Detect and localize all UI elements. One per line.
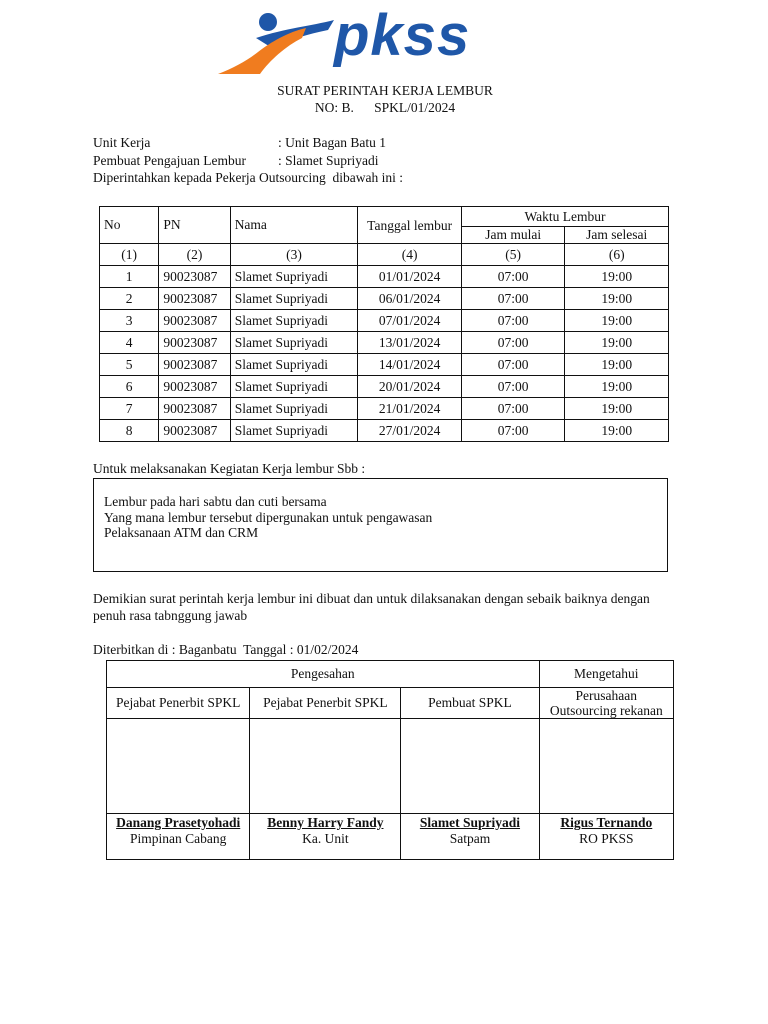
cell-nama: Slamet Supriyadi — [230, 266, 358, 288]
cell-jam-selesai: 19:00 — [565, 332, 669, 354]
pkss-logo-mark-icon — [216, 8, 346, 76]
cell-jam-mulai: 07:00 — [461, 376, 565, 398]
table-row — [100, 332, 669, 354]
cell-no: 7 — [100, 398, 159, 420]
signature-area — [250, 719, 401, 814]
cell-no: 3 — [100, 310, 159, 332]
cell-jam-selesai: 19:00 — [565, 310, 669, 332]
cell-jam-mulai: 07:00 — [461, 266, 565, 288]
cell-jam-selesai: 19:00 — [565, 354, 669, 376]
cell-tanggal: 01/01/2024 — [358, 266, 462, 288]
cell-jam-selesai: 19:00 — [565, 266, 669, 288]
document-title-block — [0, 82, 768, 116]
cell-no: 2 — [100, 288, 159, 310]
signatory-cell — [539, 814, 673, 860]
role-cell: Pembuat SPKL — [401, 688, 539, 719]
header-waktu: Waktu Lembur — [461, 207, 668, 227]
col-number: (2) — [159, 244, 230, 266]
issued-line: Diterbitkan di : Baganbatu Tanggal : 01/02/2024 — [93, 642, 359, 657]
signatory-position: Pimpinan Cabang — [130, 831, 227, 846]
header-jam-mulai: Jam mulai — [461, 227, 565, 244]
cell-pn: 90023087 — [159, 310, 230, 332]
cell-jam-mulai: 07:00 — [461, 420, 565, 442]
cell-jam-mulai: 07:00 — [461, 332, 565, 354]
header-no: No — [100, 207, 159, 244]
cell-tanggal: 07/01/2024 — [358, 310, 462, 332]
table-row — [100, 288, 669, 310]
signature-area — [539, 719, 673, 814]
requester-value: : Slamet Supriyadi — [278, 152, 379, 168]
approval-table — [106, 660, 674, 860]
header-pn: PN — [159, 207, 230, 244]
role-cell: Perusahaan Outsourcing rekanan — [539, 688, 673, 719]
instruction-text: Diperintahkan kepada Pekerja Outsourcing dibawah ini : — [93, 170, 404, 185]
header-row — [100, 207, 669, 227]
cell-no: 8 — [100, 420, 159, 442]
column-number-row — [100, 244, 669, 266]
signature-area — [107, 719, 250, 814]
col-number: (4) — [358, 244, 462, 266]
cell-no: 6 — [100, 376, 159, 398]
signatory-position: Satpam — [449, 831, 491, 846]
signatory-cell — [401, 814, 539, 860]
cell-jam-selesai: 19:00 — [565, 398, 669, 420]
cell-nama: Slamet Supriyadi — [230, 288, 358, 310]
signatory-position: Ka. Unit — [302, 831, 349, 846]
table-row — [100, 420, 669, 442]
activity-line: Yang mana lembur tersebut dipergunakan untuk pengawasan — [104, 509, 433, 525]
signatory-name: Danang Prasetyohadi — [116, 815, 241, 830]
cell-tanggal: 14/01/2024 — [358, 354, 462, 376]
signatory-name: Rigus Ternando — [560, 815, 653, 830]
signatory-name: Benny Harry Fandy — [267, 815, 384, 830]
cell-pn: 90023087 — [159, 288, 230, 310]
cell-jam-selesai: 19:00 — [565, 376, 669, 398]
cell-nama: Slamet Supriyadi — [230, 354, 358, 376]
closing-text: Demikian surat perintah kerja lembur ini dibuat dan untuk dilaksanakan dengan sebaik baiknya dengan penuh rasa tabnggung jawab — [93, 591, 650, 623]
col-number: (3) — [230, 244, 358, 266]
cell-pn: 90023087 — [159, 420, 230, 442]
cell-nama: Slamet Supriyadi — [230, 398, 358, 420]
unit-label: Unit Kerja — [93, 135, 151, 150]
overtime-table — [99, 206, 669, 442]
activity-box — [93, 478, 668, 572]
cell-nama: Slamet Supriyadi — [230, 332, 358, 354]
cell-nama: Slamet Supriyadi — [230, 310, 358, 332]
col-number: (6) — [565, 244, 669, 266]
cell-jam-mulai: 07:00 — [461, 288, 565, 310]
activity-line: Lembur pada hari sabtu dan cuti bersama — [104, 494, 327, 509]
cell-no: 1 — [100, 266, 159, 288]
activity-intro: Untuk melaksanakan Kegiatan Kerja lembur Sbb : — [93, 461, 366, 476]
meta-block — [93, 134, 403, 187]
cell-tanggal: 27/01/2024 — [358, 420, 462, 442]
cell-pn: 90023087 — [159, 354, 230, 376]
mengetahui-header: Mengetahui — [539, 661, 673, 688]
cell-jam-selesai: 19:00 — [565, 420, 669, 442]
table-row — [100, 376, 669, 398]
header-nama: Nama — [230, 207, 358, 244]
cell-pn: 90023087 — [159, 332, 230, 354]
pengesahan-header: Pengesahan — [107, 661, 540, 688]
signatory-cell — [250, 814, 401, 860]
table-row — [100, 398, 669, 420]
table-row — [100, 354, 669, 376]
cell-no: 5 — [100, 354, 159, 376]
cell-tanggal: 20/01/2024 — [358, 376, 462, 398]
col-number: (5) — [461, 244, 565, 266]
document-title: SURAT PERINTAH KERJA LEMBUR — [277, 83, 493, 98]
cell-pn: 90023087 — [159, 266, 230, 288]
role-cell: Pejabat Penerbit SPKL — [250, 688, 401, 719]
cell-tanggal: 06/01/2024 — [358, 288, 462, 310]
document-number: NO: B. SPKL/01/2024 — [314, 100, 456, 115]
pkss-logo — [216, 3, 536, 76]
logo-text: pkss — [334, 3, 471, 68]
activity-line: Pelaksanaan ATM dan CRM — [104, 525, 259, 540]
cell-pn: 90023087 — [159, 398, 230, 420]
signatory-position: RO PKSS — [579, 831, 634, 846]
cell-pn: 90023087 — [159, 376, 230, 398]
cell-jam-selesai: 19:00 — [565, 288, 669, 310]
col-number: (1) — [100, 244, 159, 266]
cell-tanggal: 21/01/2024 — [358, 398, 462, 420]
cell-jam-mulai: 07:00 — [461, 354, 565, 376]
unit-value: : Unit Bagan Batu 1 — [278, 135, 386, 150]
signatory-name: Slamet Supriyadi — [419, 815, 521, 830]
signature-area — [401, 719, 539, 814]
cell-nama: Slamet Supriyadi — [230, 376, 358, 398]
cell-jam-mulai: 07:00 — [461, 310, 565, 332]
table-row — [100, 310, 669, 332]
header-tanggal: Tanggal lembur — [358, 207, 462, 244]
requester-label: Pembuat Pengajuan Lembur — [93, 152, 246, 168]
cell-no: 4 — [100, 332, 159, 354]
header-jam-selesai: Jam selesai — [565, 227, 669, 244]
signatory-cell — [107, 814, 250, 860]
cell-nama: Slamet Supriyadi — [230, 420, 358, 442]
table-row — [100, 266, 669, 288]
cell-tanggal: 13/01/2024 — [358, 332, 462, 354]
role-cell: Pejabat Penerbit SPKL — [107, 688, 250, 719]
cell-jam-mulai: 07:00 — [461, 398, 565, 420]
